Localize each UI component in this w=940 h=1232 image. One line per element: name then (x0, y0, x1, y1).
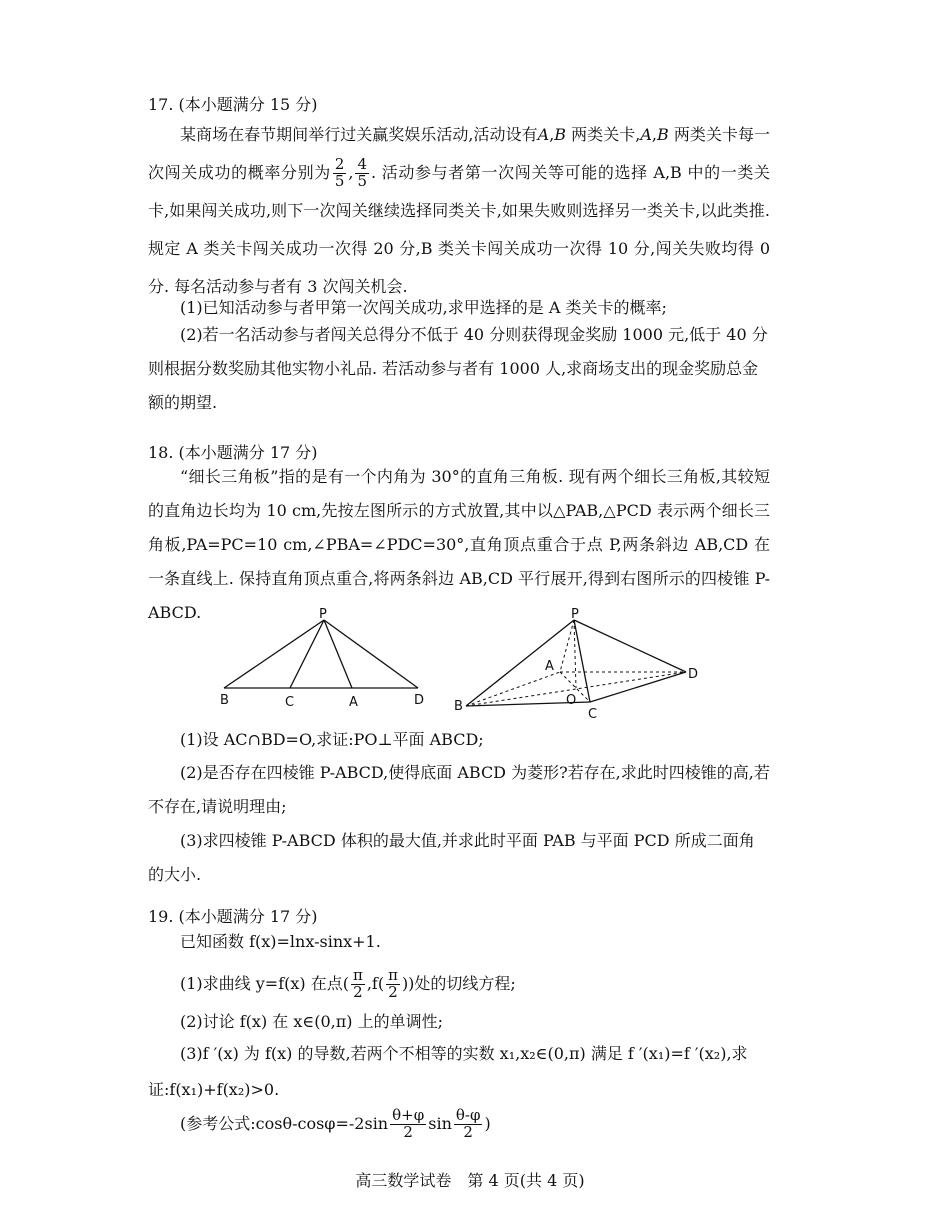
label-right-C: C (588, 707, 598, 718)
label-left-C: C (285, 695, 295, 710)
label-right-B: B (454, 699, 463, 714)
q18-part2: (2)是否存在四棱锥 P-ABCD,使得底面 ABCD 为菱形?若存在,求此时四棱锥的高,若不存在,请说明理由; (148, 763, 770, 816)
label-right-A: A (545, 659, 554, 674)
label-left-P: P (319, 607, 327, 622)
label-left-A: A (349, 695, 358, 710)
label-left-B: B (220, 693, 229, 708)
q19-reference-formula: (参考公式:cosθ-cosφ=-2sin $\frac{\theta+\varphi}{2}$ sin $\frac{\theta-\varphi}{2}$ ) (180, 1106, 491, 1141)
q17-part2: (2)若一名活动参与者闯关总得分不低于 40 分则获得现金奖励 1000 元,低于 40 分则根据分数奖励其他实物小礼品. 若活动参与者有 1000 人,求商场支出的现金奖励总金额的期望. (148, 325, 768, 412)
q19-part1: (1)求曲线 y=f(x) 在点( $\frac{\pi}{2}$ ,f( $\frac{\pi}{2}$ ))处的切线方程; (180, 966, 516, 1001)
q19-part2: (2)讨论 f(x) 在 x∈(0,π) 上的单调性; (180, 1012, 443, 1031)
fraction-two-fifths: $\frac{2}{5}$ (334, 155, 345, 190)
q18-part3: (3)求四棱锥 P-ABCD 体积的最大值,并求此时平面 PAB 与平面 PCD 所成二面角的大小. (148, 831, 755, 884)
q17-heading: 17. (本小题满分 15 分) (148, 95, 318, 114)
q19-heading: 19. (本小题满分 17 分) (148, 907, 318, 926)
q18-figures (210, 606, 710, 718)
figure-left-triangles (220, 607, 424, 710)
q19-part3: (3)f ′(x) 为 f(x) 的导数,若两个不相等的实数 x₁,x₂∈(0,π) 满足 f ′(x₁)=f ′(x₂),求证:f(x₁)+f(x₂)>0. (148, 1044, 748, 1099)
fraction-theta-minus-phi: $\frac{\theta-\varphi}{2}$ (455, 1106, 481, 1141)
fraction-theta-plus-phi: $\frac{\theta+\varphi}{2}$ (392, 1106, 425, 1141)
label-right-O: O (566, 693, 577, 708)
q18-part1: (1)设 AC∩BD=O,求证:PO⊥平面 ABCD; (180, 730, 484, 749)
q19-stem: 已知函数 f(x)=lnx-sinx+1. (180, 932, 381, 951)
q18-stem: “细长三角板”指的是有一个内角为 30°的直角三角板. 现有两个细长三角板,其较短的直角边长均为 10 cm,先按左图所示的方式放置,其中以△PAB,△PCD 表示两个细长三角板,PA=PC=10 cm,∠PBA=∠PDC=30°,直角顶点重合于点 P,两条斜边 AB,CD 在一条直线上. 保持直角顶点重合,将两条斜边 AB,CD 平行展开,得到右图所示的四棱锥 P-ABCD. (148, 467, 770, 622)
fraction-pi-over-two: $\frac{\pi}{2}$ (352, 966, 363, 1001)
label-right-D: D (688, 667, 699, 682)
figure-right-pyramid (454, 607, 698, 718)
q18-heading: 18. (本小题满分 17 分) (148, 443, 318, 462)
label-right-P: P (571, 607, 579, 622)
fraction-pi-over-two-arg: $\frac{\pi}{2}$ (388, 966, 398, 1001)
page-footer: 高三数学试卷 第 4 页(共 4 页) (355, 1171, 585, 1190)
fraction-four-fifths: $\frac{4}{5}$ (357, 155, 367, 190)
q17-part1: (1)已知活动参与者甲第一次闯关成功,求甲选择的是 A 类关卡的概率; (180, 298, 667, 317)
label-left-D: D (414, 693, 425, 708)
q17-stem: 某商场在春节期间举行过关赢奖娱乐活动,活动设有A,B 两类关卡,A,B 两类关卡每一次闯关成功的概率分别为 $\frac{2}{5}$ , $\frac{4}{5}$ . 活动参与者第一次闯关等可能的选择 A,B 中的一类关卡,如果闯关成功,则下一次闯关继续选择同类关卡,如果失败则选择另一类关卡,以此类推. 规定 A 类关卡闯关成功一次得 20 分,B 类关卡闯关成功一次得 10 分,闯关失败均得 0 分. 每名活动参与者有 3 次闯关机会. (148, 125, 770, 296)
